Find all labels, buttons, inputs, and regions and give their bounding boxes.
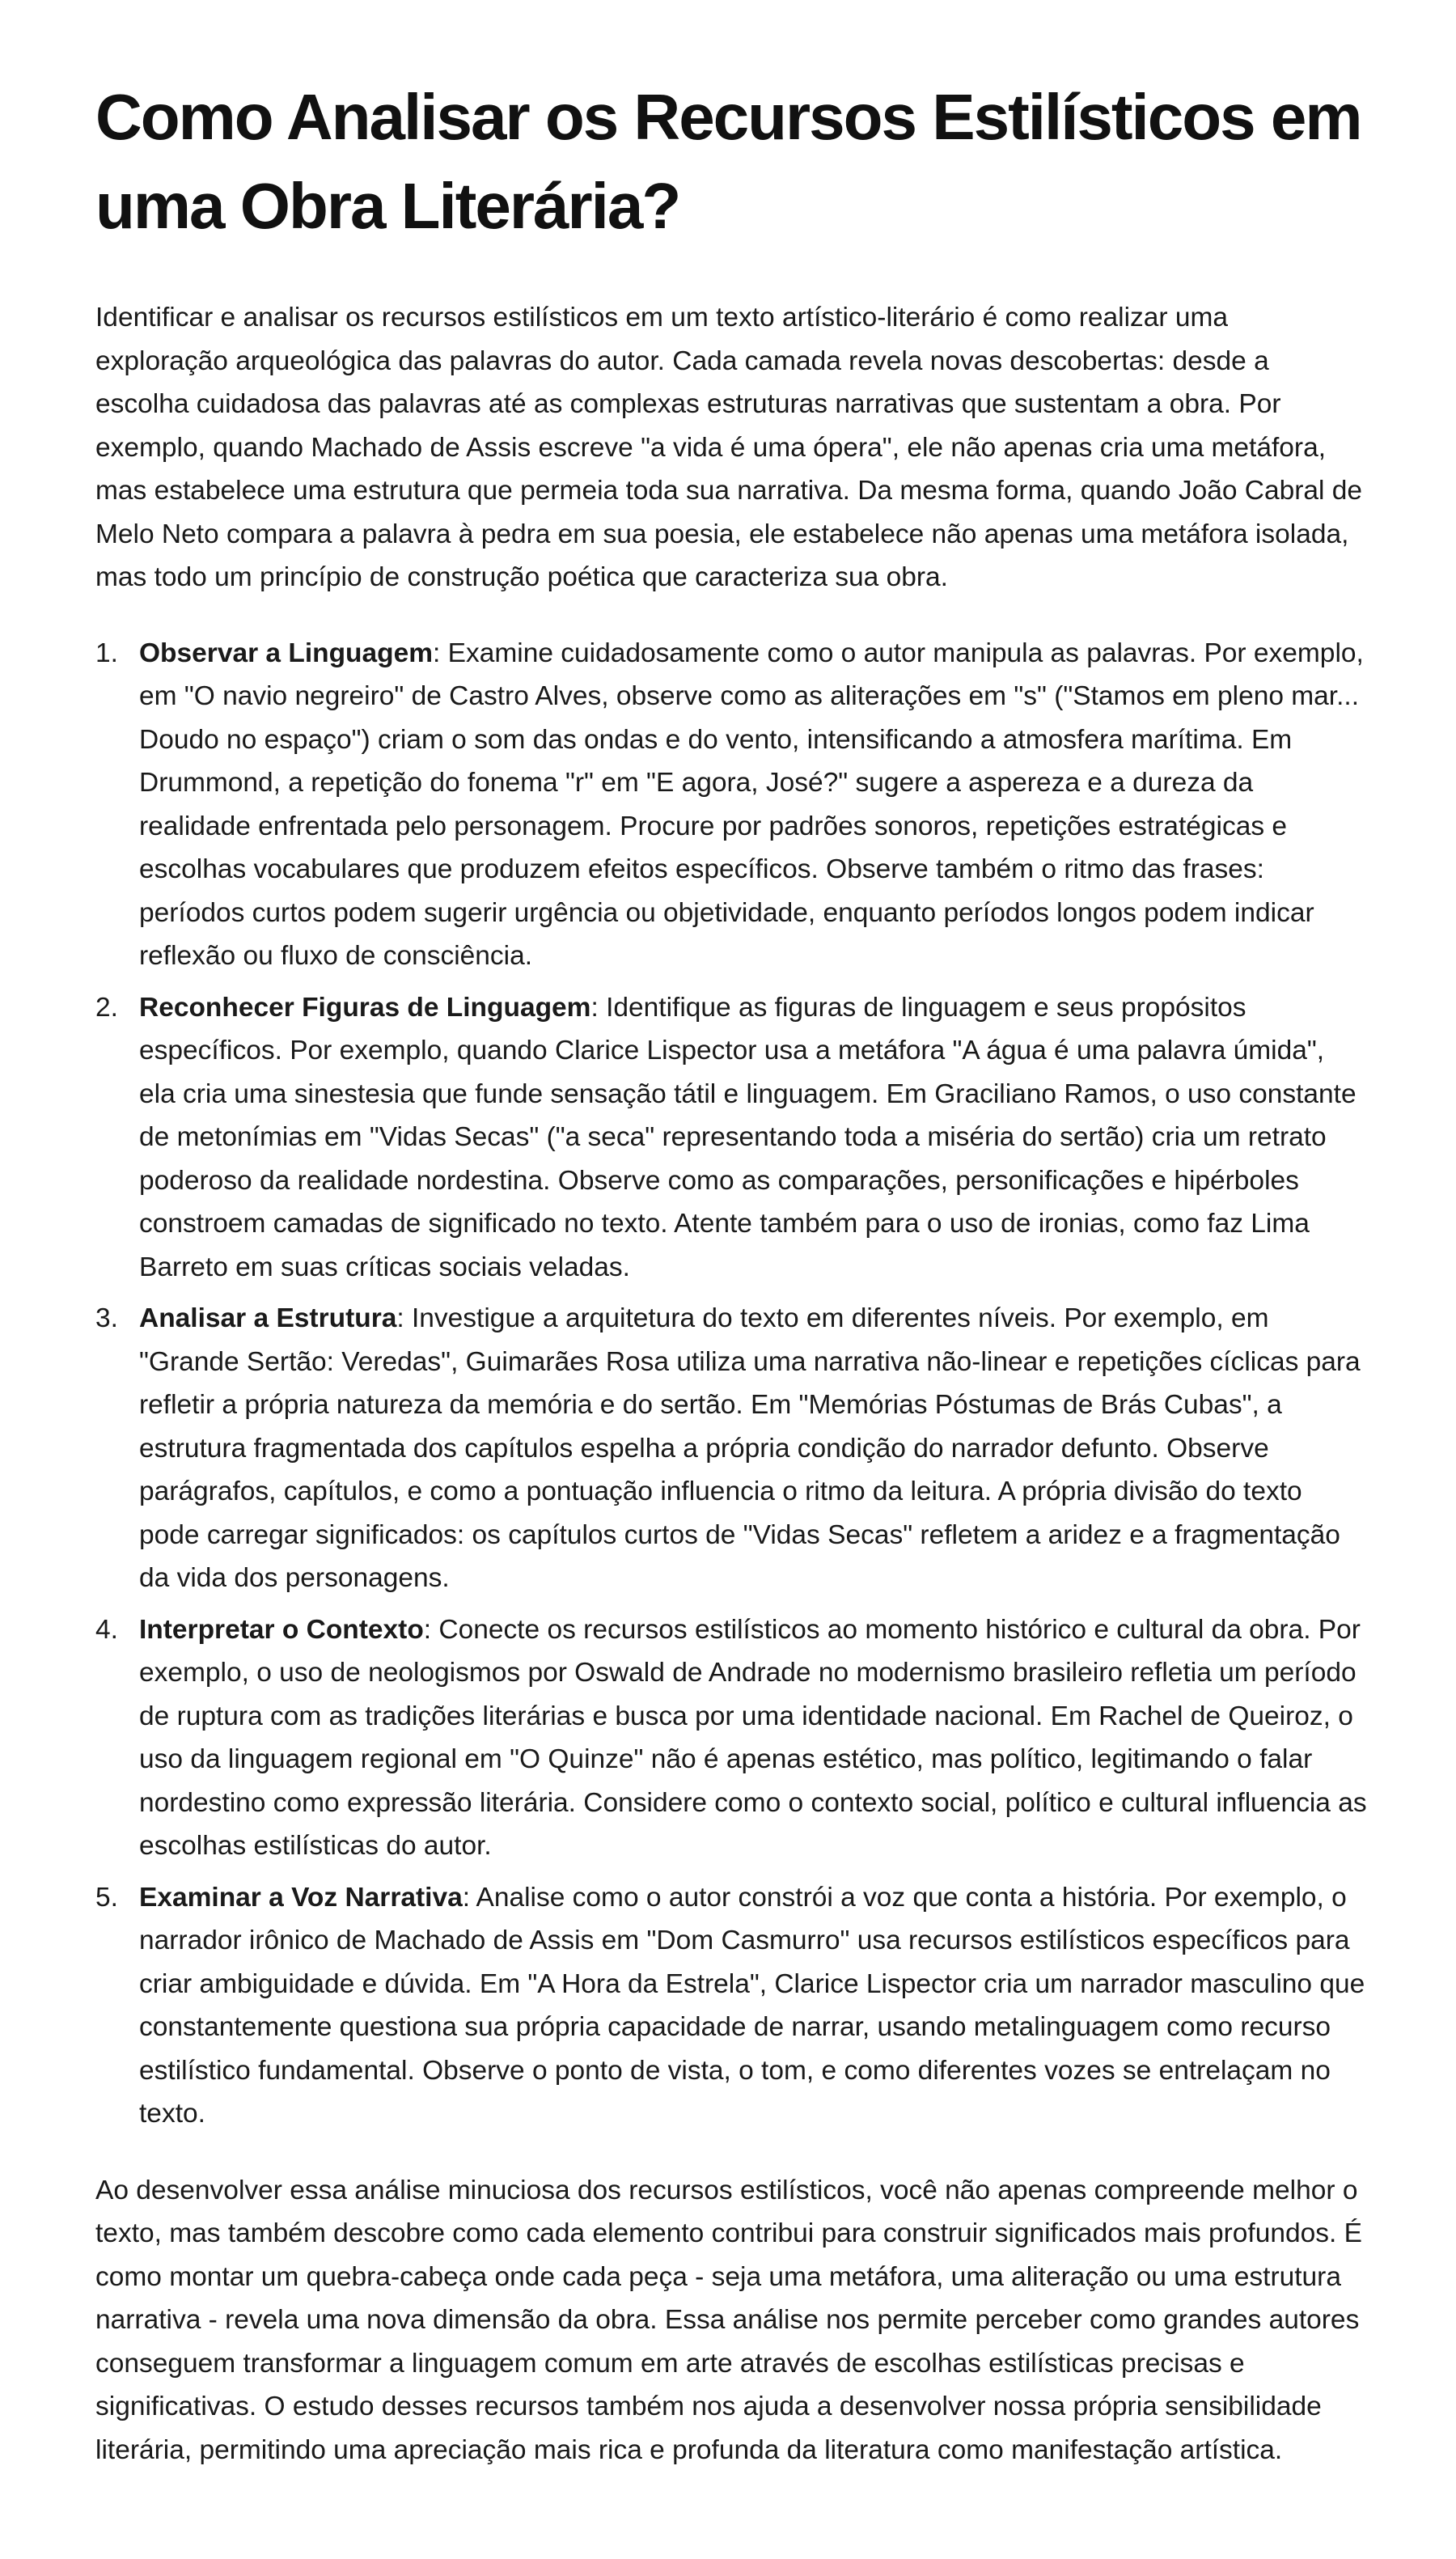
list-item — [95, 632, 1367, 978]
list-item-text: : Analise como o autor constrói a voz que conta a história. Por exemplo, o narrador irônico de Machado de Assis em "Dom Casmurro" usa recursos estilísticos específicos para criar ambiguidade e dúvida. Em "A Hora da Estrela", Clarice Lispector cria um narrador masculino que constantemente questiona sua própria capacidade de narrar, usando metalinguagem como recurso estilístico fundamental. Observe o ponto de vista, o tom, e como diferentes vozes se entrelaçam no texto. — [139, 1882, 1365, 2129]
list-item-term: Examinar a Voz Narrativa — [139, 1882, 463, 1913]
list-item — [95, 1297, 1367, 1600]
list-item-text: : Identifique as figuras de linguagem e seus propósitos específicos. Por exemplo, quando Clarice Lispector usa a metáfora "A água é uma palavra úmida", ela cria uma sinestesia que funde sensação tátil e linguagem. Em Graciliano Ramos, o uso constante de metonímias em "Vidas Secas" ("a seca" representando toda a miséria do sertão) cria um retrato poderoso da realidade nordestina. Observe como as comparações, personificações e hipérboles constroem camadas de significado no texto. Atente também para o uso de ironias, como faz Lima Barreto em suas críticas sociais veladas. — [139, 992, 1357, 1282]
page-title: Como Analisar os Recursos Estilísticos em uma Obra Literária? — [95, 81, 1361, 242]
list-item-term: Reconhecer Figuras de Linguagem — [139, 992, 591, 1023]
list-item-number: 3. — [95, 1303, 118, 1333]
list-item — [95, 1608, 1367, 1868]
list-item-number: 5. — [95, 1882, 118, 1913]
list-item-text: : Examine cuidadosamente como o autor manipula as palavras. Por exemplo, em "O navio negreiro" de Castro Alves, observe como as aliterações em "s" ("Stamos em pleno mar... Doudo no espaço") criam o som das ondas e do vento, intensificando a atmosfera marítima. Em Drummond, a repetição do fonema "r" em "E agora, José?" sugere a aspereza e a dureza da realidade enfrentada pelo personagem. Procure por padrões sonoros, repetições estratégicas e escolhas vocabulares que produzem efeitos específicos. Observe também o ritmo das frases: períodos curtos podem sugerir urgência ou objetividade, enquanto períodos longos podem indicar reflexão ou fluxo de consciência. — [139, 638, 1364, 971]
intro-paragraph: Identificar e analisar os recursos estilísticos em um texto artístico-literário é como realizar uma exploração arqueológica das palavras do autor. Cada camada revela novas descobertas: desde a escolha cuidadosa das palavras até as complexas estruturas narrativas que sustentam a obra. Por exemplo, quando Machado de Assis escreve "a vida é uma ópera", ele não apenas cria uma metáfora, mas estabelece uma estrutura que permeia toda sua narrativa. Da mesma forma, quando João Cabral de Melo Neto compara a palavra à pedra em sua poesia, ele estabelece não apenas uma metáfora isolada, mas todo um princípio de construção poética que caracteriza sua obra. — [95, 303, 1363, 592]
list-item-number: 4. — [95, 1614, 118, 1645]
list-item-term: Analisar a Estrutura — [139, 1303, 397, 1333]
conclusion-paragraph: Ao desenvolver essa análise minuciosa dos recursos estilísticos, você não apenas compreende melhor o texto, mas também descobre como cada elemento contribui para construir significados mais profundos. É como montar um quebra-cabeça onde cada peça - seja uma metáfora, uma aliteração ou uma estrutura narrativa - revela uma nova dimensão da obra. Essa análise nos permite perceber como grandes autores conseguem transformar a linguagem comum em arte através de escolhas estilísticas precisas e significativas. O estudo desses recursos também nos ajuda a desenvolver nossa própria sensibilidade literária, permitindo uma apreciação mais rica e profunda da literatura como manifestação artística. — [95, 2175, 1362, 2465]
list-item-term: Interpretar o Contexto — [139, 1614, 424, 1645]
list-item-number: 2. — [95, 992, 118, 1023]
list-item-text: : Conecte os recursos estilísticos ao momento histórico e cultural da obra. Por exemplo, o uso de neologismos por Oswald de Andrade no modernismo brasileiro refletia um período de ruptura com as tradições literárias e busca por uma identidade nacional. Em Rachel de Queiroz, o uso da linguagem regional em "O Quinze" não é apenas estético, mas político, legitimando o falar nordestino como expressão literária. Considere como o contexto social, político e cultural influencia as escolhas estilísticas do autor. — [139, 1614, 1367, 1861]
list-item — [95, 1876, 1367, 2136]
list-item-number: 1. — [95, 638, 118, 668]
list-item-term: Observar a Linguagem — [139, 638, 434, 668]
list-item — [95, 986, 1367, 1290]
list-item-text: : Investigue a arquitetura do texto em diferentes níveis. Por exemplo, em "Grande Sertão: Veredas", Guimarães Rosa utiliza uma narrativa não-linear e repetições cíclicas para refletir a própria natureza da memória e do sertão. Em "Memórias Póstumas de Brás Cubas", a estrutura fragmentada dos capítulos espelha a própria condição do narrador defunto. Observe parágrafos, capítulos, e como a pontuação influencia o ritmo da leitura. A própria divisão do texto pode carregar significados: os capítulos curtos de "Vidas Secas" refletem a aridez e a fragmentação da vida dos personagens. — [139, 1303, 1361, 1593]
steps-list — [95, 632, 1367, 2136]
